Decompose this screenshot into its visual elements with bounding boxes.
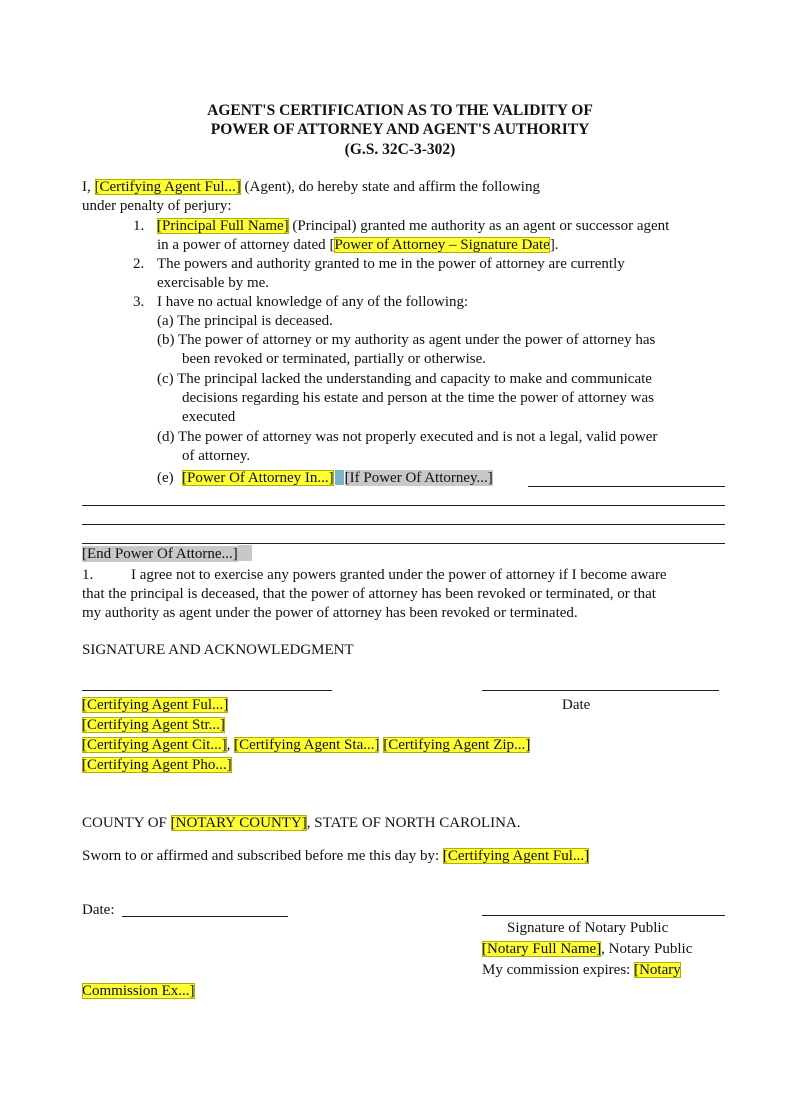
cursor-marker bbox=[335, 470, 344, 485]
commission-line bbox=[482, 961, 681, 980]
signature-heading: SIGNATURE AND ACKNOWLEDGMENT bbox=[82, 642, 354, 658]
item-2-line-2: exercisable by me. bbox=[157, 275, 270, 291]
poa-signature-date-field[interactable]: Power of Attorney – Signature Date bbox=[334, 237, 550, 253]
item-3-line-1: I have no actual knowledge of any of the following: bbox=[157, 294, 469, 310]
item-3a: (a) The principal is deceased. bbox=[157, 313, 333, 329]
agree-line-1: I agree not to exercise any powers granted under the power of attorney if I become aware bbox=[131, 567, 667, 583]
agree-number: 1. bbox=[82, 567, 94, 583]
end-poa-marker bbox=[238, 545, 252, 561]
sig-date-label: Date bbox=[562, 697, 591, 713]
item-3c-line-3: executed bbox=[182, 409, 236, 425]
item-3b-line-2: been revoked or terminated, partially or otherwise. bbox=[182, 351, 487, 367]
blank-line-3 bbox=[82, 543, 725, 544]
item-3e-blank-line bbox=[528, 486, 725, 487]
item-1-text-a: (Principal) granted me authority as an agent or successor agent bbox=[288, 218, 670, 234]
item-3-number: 3. bbox=[133, 294, 145, 310]
title-line-2: POWER OF ATTORNEY AND AGENT'S AUTHORITY bbox=[210, 121, 590, 138]
agent-signature-line bbox=[82, 690, 332, 691]
commission-line-2 bbox=[82, 982, 195, 1001]
blank-line-2 bbox=[82, 524, 725, 525]
notary-sig-label: Signature of Notary Public bbox=[507, 920, 669, 936]
county-prefix: COUNTY OF bbox=[82, 815, 171, 831]
poa-in-field[interactable]: [Power Of Attorney In...] bbox=[182, 470, 334, 486]
sig-street-line bbox=[82, 716, 225, 735]
blank-line-1 bbox=[82, 505, 725, 506]
bracket-close: ]. bbox=[549, 237, 559, 253]
title-line-1: AGENT'S CERTIFICATION AS TO THE VALIDITY OF bbox=[207, 102, 593, 119]
sworn-line bbox=[82, 847, 589, 866]
sig-agent-phone-field[interactable]: [Certifying Agent Pho...] bbox=[82, 757, 232, 773]
commission-field-part-2[interactable]: Commission Ex...] bbox=[82, 983, 195, 999]
if-poa-field[interactable]: [If Power Of Attorney...] bbox=[344, 470, 493, 486]
sig-name-line bbox=[82, 696, 228, 715]
item-3e-fields bbox=[182, 469, 493, 488]
sworn-text: Sworn to or affirmed and subscribed before me this day by: bbox=[82, 848, 443, 864]
title-line-3: (G.S. 32C-3-302) bbox=[344, 141, 456, 158]
sworn-agent-field[interactable]: [Certifying Agent Ful...] bbox=[442, 848, 590, 864]
principal-name-field[interactable]: [Principal Full Name] bbox=[157, 218, 289, 234]
intro-suffix: (Agent), do hereby state and affirm the following bbox=[240, 179, 540, 195]
commission-field-part-1[interactable]: [Notary bbox=[634, 962, 681, 978]
item-2-number: 2. bbox=[133, 256, 145, 272]
item-3b-line-1: (b) The power of attorney or my authority as agent under the power of attorney has bbox=[157, 332, 656, 348]
agree-line-2: that the principal is deceased, that the power of attorney has been revoked or terminated, or that bbox=[82, 586, 656, 602]
agent-date-line bbox=[482, 690, 719, 691]
sig-phone-line bbox=[82, 756, 232, 775]
sig-agent-street-field[interactable]: [Certifying Agent Str...] bbox=[82, 717, 225, 733]
commission-prefix: My commission expires: bbox=[482, 962, 635, 978]
bracket-open: [ bbox=[329, 237, 335, 253]
item-1-text-b: in a power of attorney dated bbox=[157, 237, 330, 253]
item-3d-line-1: (d) The power of attorney was not properly executed and is not a legal, valid power bbox=[157, 429, 658, 445]
item-1-line-2 bbox=[157, 236, 559, 255]
sig-address-line: [Certifying Agent Cit...], [Certifying Agent Sta...] [Certifying Agent Zip...] bbox=[82, 737, 531, 753]
intro-line-1 bbox=[82, 178, 540, 197]
county-suffix: , STATE OF NORTH CAROLINA. bbox=[306, 815, 521, 831]
item-3e-label: (e) bbox=[157, 470, 174, 486]
item-3c-line-2: decisions regarding his estate and person at the time the power of attorney was bbox=[182, 390, 654, 406]
sig-agent-state-field[interactable]: [Certifying Agent Sta...] bbox=[234, 737, 380, 753]
notary-name-suffix: , Notary Public bbox=[601, 941, 693, 957]
item-3d-line-2: of attorney. bbox=[182, 448, 251, 464]
sig-agent-zip-field[interactable]: [Certifying Agent Zip...] bbox=[383, 737, 531, 753]
intro-prefix: I, bbox=[82, 179, 95, 195]
notary-name-field[interactable]: [Notary Full Name] bbox=[482, 941, 602, 957]
item-1-line-1 bbox=[157, 217, 669, 236]
notary-signature-line bbox=[482, 915, 725, 916]
item-3c-line-1: (c) The principal lacked the understanding and capacity to make and communicate bbox=[157, 371, 652, 387]
notary-date-line bbox=[122, 916, 288, 917]
intro-line-2: under penalty of perjury: bbox=[82, 198, 232, 214]
sig-agent-city-field[interactable]: [Certifying Agent Cit...] bbox=[82, 737, 227, 753]
agent-name-field[interactable]: [Certifying Agent Ful...] bbox=[94, 179, 241, 195]
end-poa-field[interactable]: [End Power Of Attorne...] bbox=[82, 546, 238, 562]
notary-date-label: Date: bbox=[82, 902, 115, 918]
item-1-number: 1. bbox=[133, 218, 145, 234]
notary-county-field[interactable]: [NOTARY COUNTY] bbox=[170, 815, 307, 831]
county-line bbox=[82, 814, 521, 833]
notary-name-line bbox=[482, 940, 692, 959]
end-poa-line bbox=[82, 545, 252, 564]
agree-line-3: my authority as agent under the power of attorney has been revoked or terminated. bbox=[82, 605, 578, 621]
sig-agent-name-field[interactable]: [Certifying Agent Ful...] bbox=[82, 697, 229, 713]
item-2-line-1: The powers and authority granted to me in the power of attorney are currently bbox=[157, 256, 625, 272]
